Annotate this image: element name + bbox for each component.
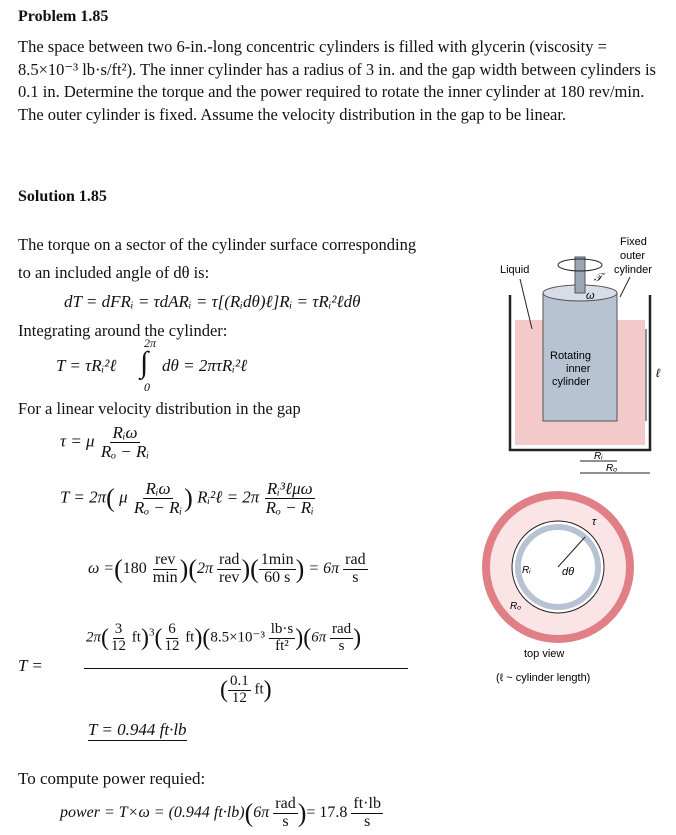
ro-label: Rₒ xyxy=(510,601,522,612)
integrating-text: Integrating around the cylinder: xyxy=(18,321,228,340)
eq-T-right: dθ = 2πτRᵢ²ℓ xyxy=(162,356,248,375)
dtheta-label: dθ xyxy=(562,566,575,578)
eq-dT: dT = dFRᵢ = τdARᵢ = τ[(Rᵢdθ)ℓ]Rᵢ = τRᵢ²ℓdθ xyxy=(64,292,361,311)
cylinder-label: cylinder xyxy=(614,264,652,276)
integral-sign: ∫ xyxy=(140,346,149,379)
outer-label: outer xyxy=(620,250,646,262)
T-numerator: 2π( $\frac{3}{12}$ ft)$^3$( $\frac{6}{12}$ ft)(8.5×10⁻³ $\frac{lb\cdot s}{\text{ft²}}$ )(6π rad s ) xyxy=(86,621,362,654)
integral-upper: 2π xyxy=(144,336,157,350)
omega-label: ω xyxy=(586,290,595,302)
tau-label: τ xyxy=(592,516,597,528)
ri-dim-label: Rᵢ xyxy=(594,451,603,462)
tau-eq: τ = μ Rᵢω Rₒ − Rᵢ xyxy=(60,423,150,461)
torque-symbol: 𝒯 xyxy=(594,272,603,284)
fixed-label: Fixed xyxy=(620,236,647,248)
inner-label: inner xyxy=(566,363,591,375)
power-intro: To compute power requied: xyxy=(18,769,206,788)
liquid-label: Liquid xyxy=(500,264,530,276)
inner-cylinder-label: cylinder xyxy=(552,376,590,388)
linear-text: For a linear velocity distribution in the gap xyxy=(18,399,301,418)
power-eq: power = T×ω = (0.944 ft·lb)(6π rad s )= 17.8 $\frac{ft\cdot lb}{s}$ xyxy=(60,795,381,830)
problem-text: The space between two 6-in.-long concentric cylinders is filled with glycerin (viscosity = 8.5×10⁻³ lb·s/ft²). The inner cylinder has a radius of 3 in. and the gap width between cylinders is 0.1 in. Determine the torque and the power required to rotate the inner cylinder at 180 rev/min. The outer cylinder is fixed. Assume the velocity distribution in the gap to be linear. xyxy=(18,37,656,124)
omega-eq: ω =(180 rev min )(2π rad rev )( 1min 60 s ) = 6π rad s xyxy=(88,551,366,586)
ri-label: Rᵢ xyxy=(522,565,531,576)
torque-eq: T = 2π( μ Rᵢω Rₒ − Rᵢ ) Rᵢ²ℓ = 2π Rᵢ³ℓμω Rₒ − Rᵢ xyxy=(60,479,314,517)
fixed-leader xyxy=(620,277,630,297)
T-denominator: ( $\frac{0.1}{12}$ ft) xyxy=(220,673,272,706)
eq-T-left: T = τRᵢ²ℓ xyxy=(56,356,117,375)
integral-lower: 0 xyxy=(144,380,150,394)
intro-line-1: The torque on a sector of the cylinder surface corresponding xyxy=(18,235,417,254)
solution-title: Solution 1.85 xyxy=(18,188,107,205)
rotating-label: Rotating xyxy=(550,350,591,362)
caption-label: (ℓ ~ cylinder length) xyxy=(496,672,591,684)
top-view-label: top view xyxy=(524,648,565,660)
T-fraction-bar xyxy=(84,668,408,669)
T-result: T = 0.944 ft·lb xyxy=(88,720,187,739)
problem-title: Problem 1.85 xyxy=(18,8,109,25)
ro-dim-label: Rₒ xyxy=(606,463,618,474)
cylinder-figure xyxy=(480,225,676,695)
shaft xyxy=(575,257,585,293)
T-label: T = xyxy=(18,656,43,675)
length-label: ℓ xyxy=(656,366,660,380)
intro-line-2: to an included angle of dθ is: xyxy=(18,263,210,282)
